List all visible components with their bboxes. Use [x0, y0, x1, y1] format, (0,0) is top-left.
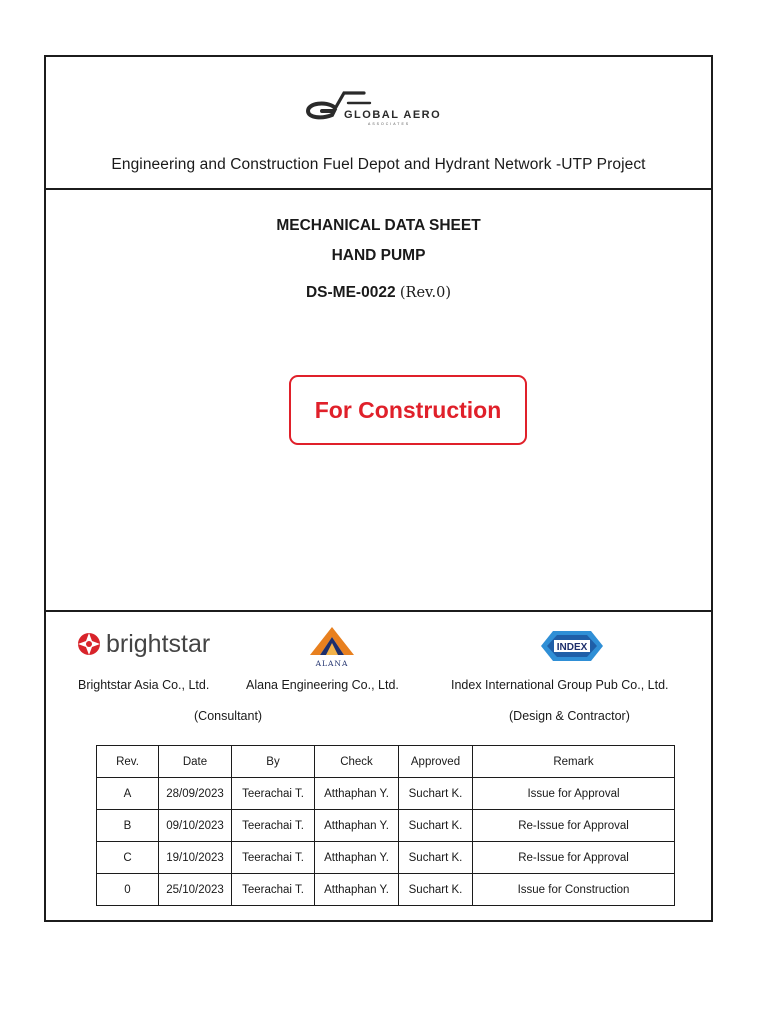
cell-approved: Suchart K. [399, 778, 473, 810]
cell-by: Teerachai T. [232, 842, 315, 874]
cell-date: 28/09/2023 [159, 778, 232, 810]
cell-check: Atthaphan Y. [315, 842, 399, 874]
document-revision: (Rev.0) [399, 285, 452, 301]
index-logo [539, 627, 605, 665]
header-divider [46, 188, 711, 190]
cover-page-frame [44, 55, 713, 922]
table-row [97, 842, 675, 874]
index-wordmark: INDEX [556, 642, 588, 653]
cell-remark: Issue for Construction [473, 874, 675, 906]
footer-divider [46, 610, 711, 612]
cell-date: 25/10/2023 [159, 874, 232, 906]
cell-remark: Re-Issue for Approval [473, 842, 675, 874]
global-aero-subtext: ASSOCIATES [368, 122, 411, 126]
brightstar-logo [76, 627, 216, 661]
cell-by: Teerachai T. [232, 778, 315, 810]
cell-check: Atthaphan Y. [315, 778, 399, 810]
cell-remark: Re-Issue for Approval [473, 810, 675, 842]
cell-approved: Suchart K. [399, 810, 473, 842]
document-number: DS-ME-0022 [305, 284, 396, 301]
alana-company-name: Alana Engineering Co., Ltd. [246, 678, 399, 692]
document-title: MECHANICAL DATA SHEET [276, 217, 481, 234]
cell-rev: B [97, 810, 159, 842]
consultant-role: (Consultant) [194, 709, 263, 723]
cell-date: 19/10/2023 [159, 842, 232, 874]
document-number-line [46, 284, 711, 302]
table-row [97, 778, 675, 810]
header-check: Check [315, 746, 399, 778]
cell-approved: Suchart K. [399, 874, 473, 906]
global-aero-logo [304, 87, 474, 127]
cell-remark: Issue for Approval [473, 778, 675, 810]
table-row [97, 810, 675, 842]
header-rev: Rev. [97, 746, 159, 778]
header-approved: Approved [399, 746, 473, 778]
revision-table-header [97, 746, 675, 778]
cell-by: Teerachai T. [232, 810, 315, 842]
cell-rev: C [97, 842, 159, 874]
cell-rev: 0 [97, 874, 159, 906]
for-construction-stamp: For Construction [289, 375, 527, 445]
cell-rev: A [97, 778, 159, 810]
contractor-role: (Design & Contractor) [509, 709, 630, 723]
index-company-name: Index International Group Pub Co., Ltd. [451, 678, 669, 692]
table-row [97, 874, 675, 906]
global-aero-wordmark: GLOBAL AERO [344, 109, 442, 121]
alana-wordmark: ALANA [315, 659, 349, 668]
cell-by: Teerachai T. [232, 874, 315, 906]
cell-approved: Suchart K. [399, 842, 473, 874]
project-title: Engineering and Construction Fuel Depot and Hydrant Network -UTP Project [111, 156, 646, 173]
brightstar-wordmark: brightstar [106, 630, 211, 658]
revision-table [96, 745, 675, 906]
header-date: Date [159, 746, 232, 778]
brightstar-company-name: Brightstar Asia Co., Ltd. [78, 678, 210, 692]
header-by: By [232, 746, 315, 778]
cell-check: Atthaphan Y. [315, 810, 399, 842]
alana-logo [306, 625, 358, 669]
cell-date: 09/10/2023 [159, 810, 232, 842]
cell-check: Atthaphan Y. [315, 874, 399, 906]
header-remark: Remark [473, 746, 675, 778]
document-subtitle: HAND PUMP [331, 247, 426, 264]
